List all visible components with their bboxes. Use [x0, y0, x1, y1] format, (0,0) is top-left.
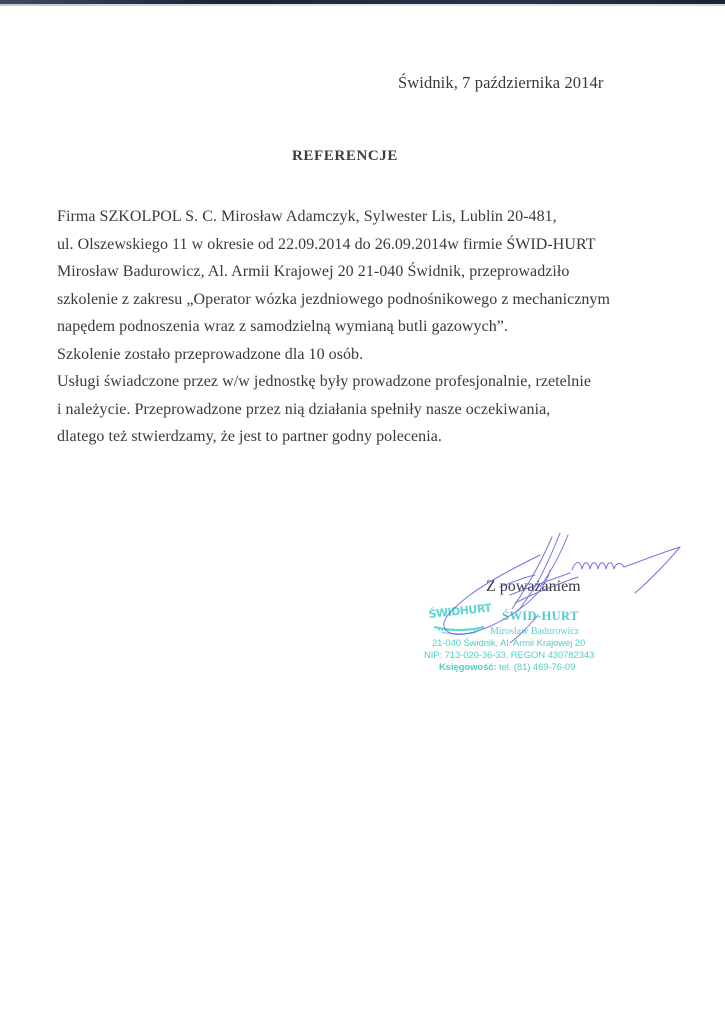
body-line: napędem podnoszenia wraz z samodzielną wymianą butli gazowych”. [57, 318, 508, 335]
stamp-phone [439, 662, 575, 673]
place-and-date: Świdnik, 7 października 2014r [398, 73, 604, 92]
handwritten-signature [440, 525, 690, 645]
closing-salutation: Z poważaniem [486, 578, 581, 595]
stamp-owner-name: Mirosław Badurowicz [490, 626, 580, 637]
stamp-phone-label: Księgowość: [439, 662, 497, 673]
letter-body [57, 203, 697, 451]
letter-title: REFERENCJE [292, 148, 399, 164]
stamp-nip-regon: NIP: 713-020-36-33, REGON 430782343 [424, 650, 595, 661]
body-line: Szkolenie zostało przeprowadzone dla 10 osób. [57, 345, 364, 363]
body-line: szkolenie z zakresu „Operator wózka jezdniowego podnośnikowego z mechanicznym [57, 290, 610, 308]
stamp-company-name: ŚWID-HURT [502, 609, 579, 623]
body-line: Usługi świadczone przez w/w jednostkę były prowadzone profesjonalnie, rzetelnie [57, 373, 591, 390]
stamp-phone-number: tel. (81) 469-76-09 [496, 662, 576, 673]
body-line: Firma SZKOLPOL S. C. Mirosław Adamczyk, Sylwester Lis, Lublin 20-481, [57, 208, 557, 225]
scan-top-edge-highlight [0, 4, 725, 6]
body-line: Mirosław Badurowicz, Al. Armii Krajowej 20 21-040 Świdnik, przeprowadziło [57, 263, 570, 280]
body-line: i należycie. Przeprowadzone przez nią działania spełniły nasze oczekiwania, [57, 400, 551, 418]
body-line: ul. Olszewskiego 11 w okresie od 22.09.2014 do 26.09.2014w firmie ŚWID-HURT [57, 235, 596, 253]
stamp-address: 21-040 Świdnik, Al. Armii Krajowej 20 [432, 638, 586, 649]
stamp-logo-text: ŚWIDHURT [428, 601, 492, 621]
body-line: dlatego też stwierdzamy, że jest to partner godny polecenia. [57, 428, 442, 445]
